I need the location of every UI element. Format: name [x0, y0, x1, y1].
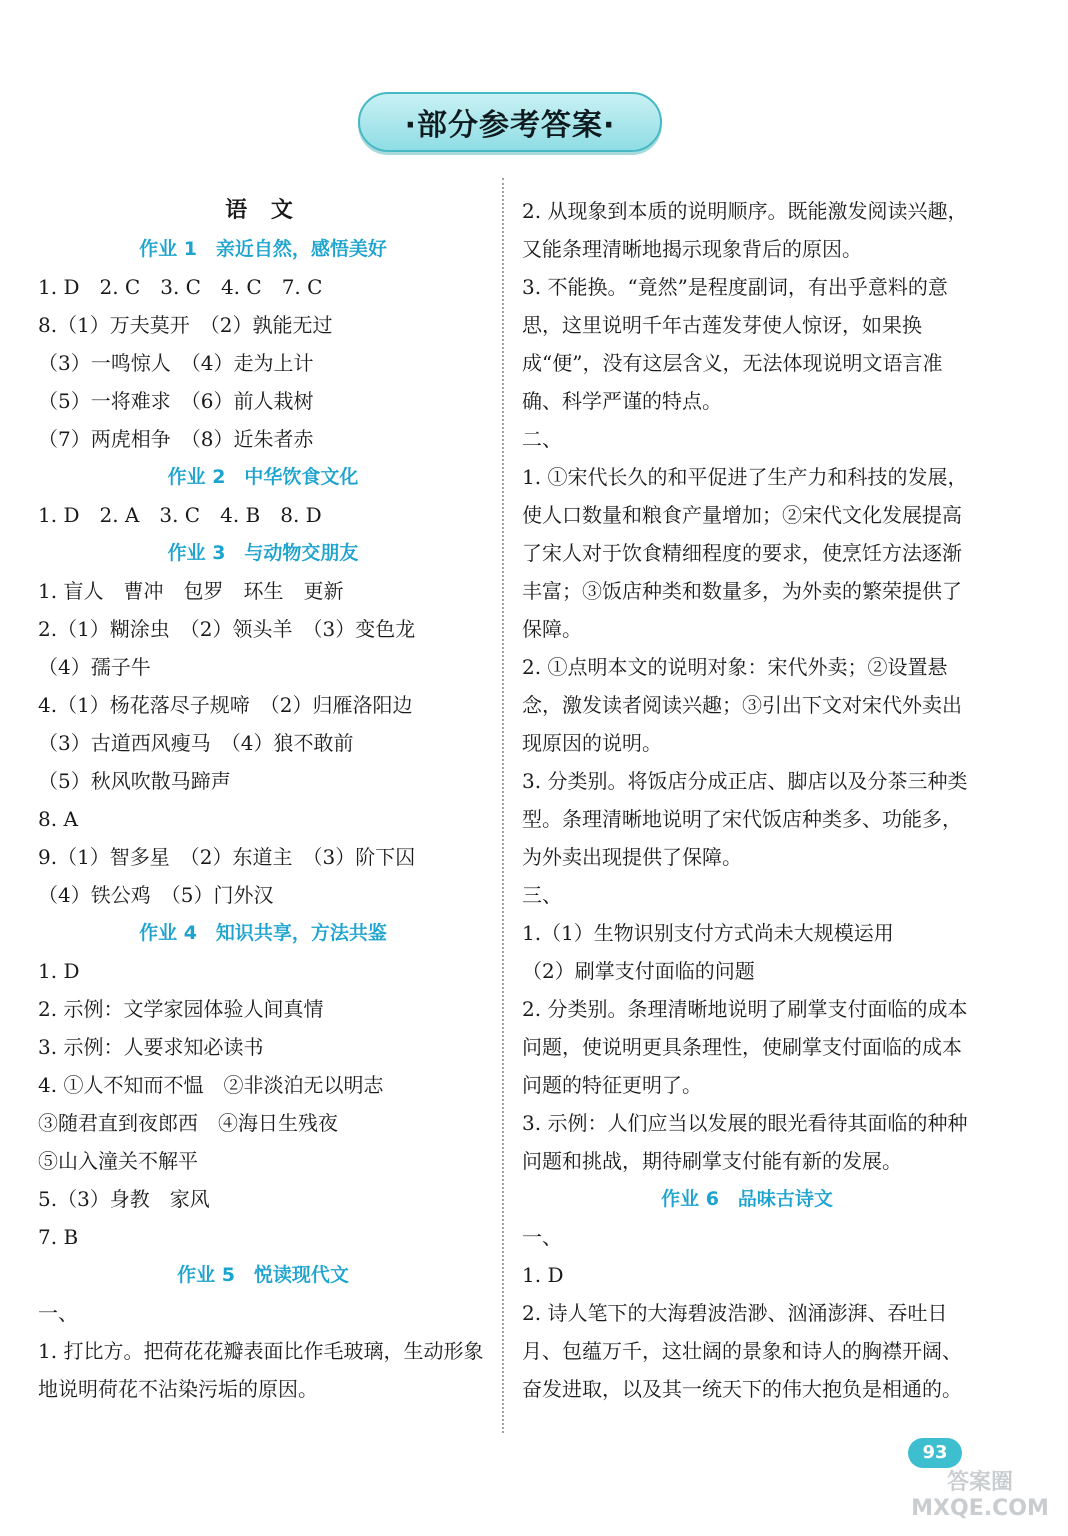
subject-title: 语 文 [225, 198, 301, 223]
column-divider [502, 178, 504, 1433]
hw1-title: 作业 1 亲近自然，感悟美好 [139, 238, 387, 260]
answer-line: （5）一将难求 （6）前人栽树 [38, 389, 314, 413]
answer-paragraph: 2. ①点明本文的说明对象：宋代外卖；②设置悬念，激发读者阅读兴趣；③引出下文对宋代外卖出现原因的说明。 [522, 655, 962, 755]
answer-line: （4）孺子牛 [38, 655, 151, 679]
answer-paragraph: 3. 分类别。将饭店分成正店、脚店以及分茶三种类型。条理清晰地说明了宋代饭店种类多、功能多，为外卖出现提供了保障。 [522, 769, 968, 869]
hw3-title: 作业 3 与动物交朋友 [167, 542, 359, 564]
hw4-title: 作业 4 知识共享，方法共鉴 [139, 922, 387, 944]
answer-line: 一、 [38, 1301, 78, 1325]
section-marker: 二、 [522, 427, 562, 451]
answer-paragraph: 3. 不能换。“竟然”是程度副词，有出乎意料的意思，这里说明千年古莲发芽使人惊讶，如果换成“便”，没有这层含义，无法体现说明文语言准确、科学严谨的特点。 [522, 275, 948, 413]
answer-paragraph: 1. ①宋代长久的和平促进了生产力和科技的发展，使人口数量和粮食产量增加；②宋代文化发展提高了宋人对于饮食精细程度的要求，使烹饪方法逐渐丰富；③饭店种类和数量多，为外卖的繁荣提供了保障。 [522, 465, 968, 641]
hw2-title: 作业 2 中华饮食文化 [167, 466, 359, 488]
hw5-title: 作业 5 悦读现代文 [177, 1264, 349, 1286]
answer-line: 5.（3）身教 家风 [38, 1187, 210, 1211]
answer-line: ③随君直到夜郎西 ④海日生残夜 [38, 1111, 338, 1135]
answer-line: 1. D 2. A 3. C 4. B 8. D [38, 503, 322, 527]
answer-paragraph: 2. 诗人笔下的大海碧波浩渺、汹涌澎湃、吞吐日月、包蕴万千，这壮阔的景象和诗人的胸襟开阔、奋发进取，以及其一统天下的伟大抱负是相通的。 [522, 1301, 962, 1401]
answer-line: （7）两虎相争 （8）近朱者赤 [38, 427, 314, 451]
title-banner [358, 92, 662, 152]
answer-line: 2.（1）糊涂虫 （2）领头羊 （3）变色龙 [38, 617, 416, 641]
right-column [522, 192, 972, 1408]
answer-line: 8. A [38, 807, 78, 831]
answer-line: 7. B [38, 1225, 79, 1249]
answer-line: 3. 示例：人要求知必读书 [38, 1035, 264, 1059]
answer-line: 1. D [38, 959, 80, 983]
answer-line: （3）古道西风瘦马 （4）狼不敢前 [38, 731, 354, 755]
answer-line: 8.（1）万夫莫开 （2）孰能无过 [38, 313, 333, 337]
answer-paragraph: 2. 分类别。条理清晰地说明了刷掌支付面临的成本问题，使说明更具条理性，使刷掌支付面临的成本问题的特征更明了。 [522, 997, 968, 1097]
banner-text: ·部分参考答案· [404, 108, 616, 143]
answer-line: 1. D [522, 1263, 564, 1287]
answer-line: ⑤山入潼关不解平 [38, 1149, 198, 1173]
answer-paragraph: 3. 示例：人们应当以发展的眼光看待其面临的种种问题和挑战，期待刷掌支付能有新的发展。 [522, 1111, 968, 1173]
answer-line: 2. 示例：文学家园体验人间真情 [38, 997, 324, 1021]
section-marker: 一、 [522, 1225, 562, 1249]
answer-line: 4. ①人不知而不愠 ②非淡泊无以明志 [38, 1073, 384, 1097]
section-marker: 三、 [522, 883, 562, 907]
watermark: 答案圈 MXQE.COM [911, 1470, 1049, 1521]
hw6-title: 作业 6 品味古诗文 [661, 1188, 833, 1210]
answer-line: 1. 盲人 曹冲 包罗 环生 更新 [38, 579, 344, 603]
answer-line: 4.（1）杨花落尽子规啼 （2）归雁洛阳边 [38, 693, 413, 717]
answer-line: 1. D 2. C 3. C 4. C 7. C [38, 275, 323, 299]
answer-line: （4）铁公鸡 （5）门外汉 [38, 883, 274, 907]
answer-line: （3）一鸣惊人 （4）走为上计 [38, 351, 314, 375]
left-column [38, 192, 488, 1408]
answer-line: 1.（1）生物识别支付方式尚未大规模运用 [522, 921, 894, 945]
page-number: 93 [908, 1438, 962, 1468]
answer-line: （2）刷掌支付面临的问题 [522, 959, 755, 983]
answer-paragraph: 1. 打比方。把荷花花瓣表面比作毛玻璃，生动形象地说明荷花不沾染污垢的原因。 [38, 1339, 484, 1401]
answer-line: 9.（1）智多星 （2）东道主 （3）阶下囚 [38, 845, 416, 869]
answer-paragraph: 2. 从现象到本质的说明顺序。既能激发阅读兴趣，又能条理清晰地揭示现象背后的原因。 [522, 199, 968, 261]
answer-line: （5）秋风吹散马蹄声 [38, 769, 231, 793]
